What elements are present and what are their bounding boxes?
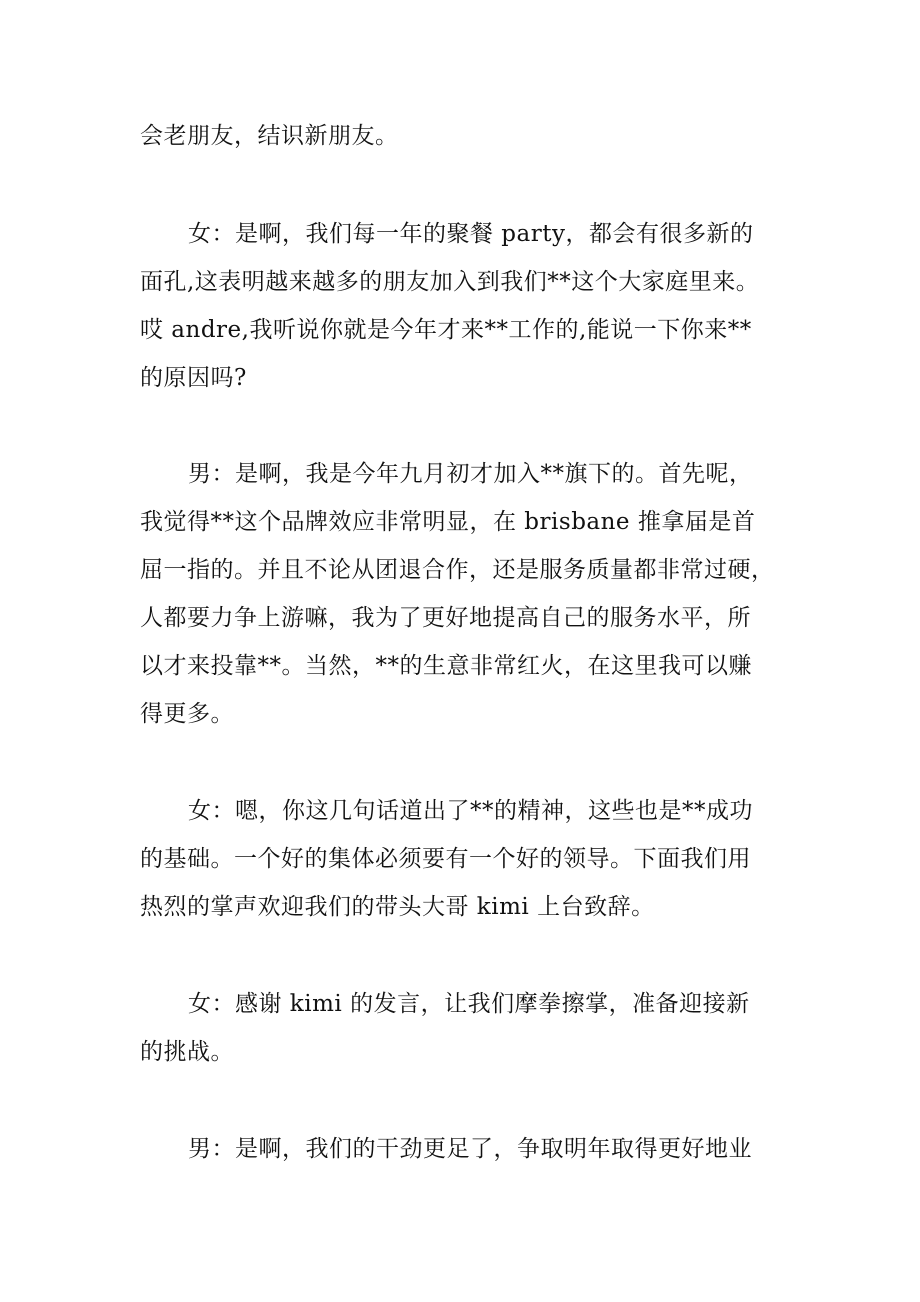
text-line: 男：是啊，我是今年九月初才加入**旗下的。首先呢， (188, 461, 753, 487)
text-line: 女：感谢 kimi 的发言，让我们摩拳擦掌，准备迎接新 (188, 991, 750, 1017)
paragraph-dialogue-male-1 (140, 450, 785, 738)
text-line: 我觉得**这个品牌效应非常明显，在 brisbane 推拿届是首 (140, 509, 756, 535)
text-line: 屈一指的。并且不论从团退合作，还是服务质量都非常过硬， (140, 557, 775, 583)
text-line: 的原因吗? (140, 365, 247, 391)
text-line: 的挑战。 (140, 1039, 234, 1065)
text-line: 女：是啊，我们每一年的聚餐 party，都会有很多新的 (188, 221, 754, 247)
paragraph-dialogue-female-2 (140, 787, 785, 931)
text-line: 热烈的掌声欢迎我们的带头大哥 kimi 上台致辞。 (140, 894, 655, 920)
paragraph-dialogue-male-2 (140, 1125, 785, 1173)
text-line: 男：是啊，我们的干劲更足了，争取明年取得更好地业 (188, 1136, 752, 1162)
paragraph-dialogue-female-3 (140, 980, 785, 1076)
text-line: 会老朋友，结识新朋友。 (140, 123, 399, 149)
text-line: 女：嗯，你这几句话道出了**的精神，这些也是**成功 (188, 798, 753, 824)
text-line: 人都要力争上游嘛，我为了更好地提高自己的服务水平，所 (140, 605, 751, 631)
text-line: 哎 andre,我听说你就是今年才来**工作的,能说一下你来** (140, 317, 752, 343)
text-line: 面孔,这表明越来越多的朋友加入到我们**这个大家庭里来。 (140, 269, 760, 295)
text-line: 以才来投靠**。当然，**的生意非常红火，在这里我可以赚 (140, 653, 752, 679)
text-line: 的基础。一个好的集体必须要有一个好的领导。下面我们用 (140, 846, 751, 872)
paragraph-continuation (140, 112, 785, 160)
paragraph-dialogue-female-1 (140, 210, 785, 402)
text-line: 得更多。 (140, 701, 234, 727)
